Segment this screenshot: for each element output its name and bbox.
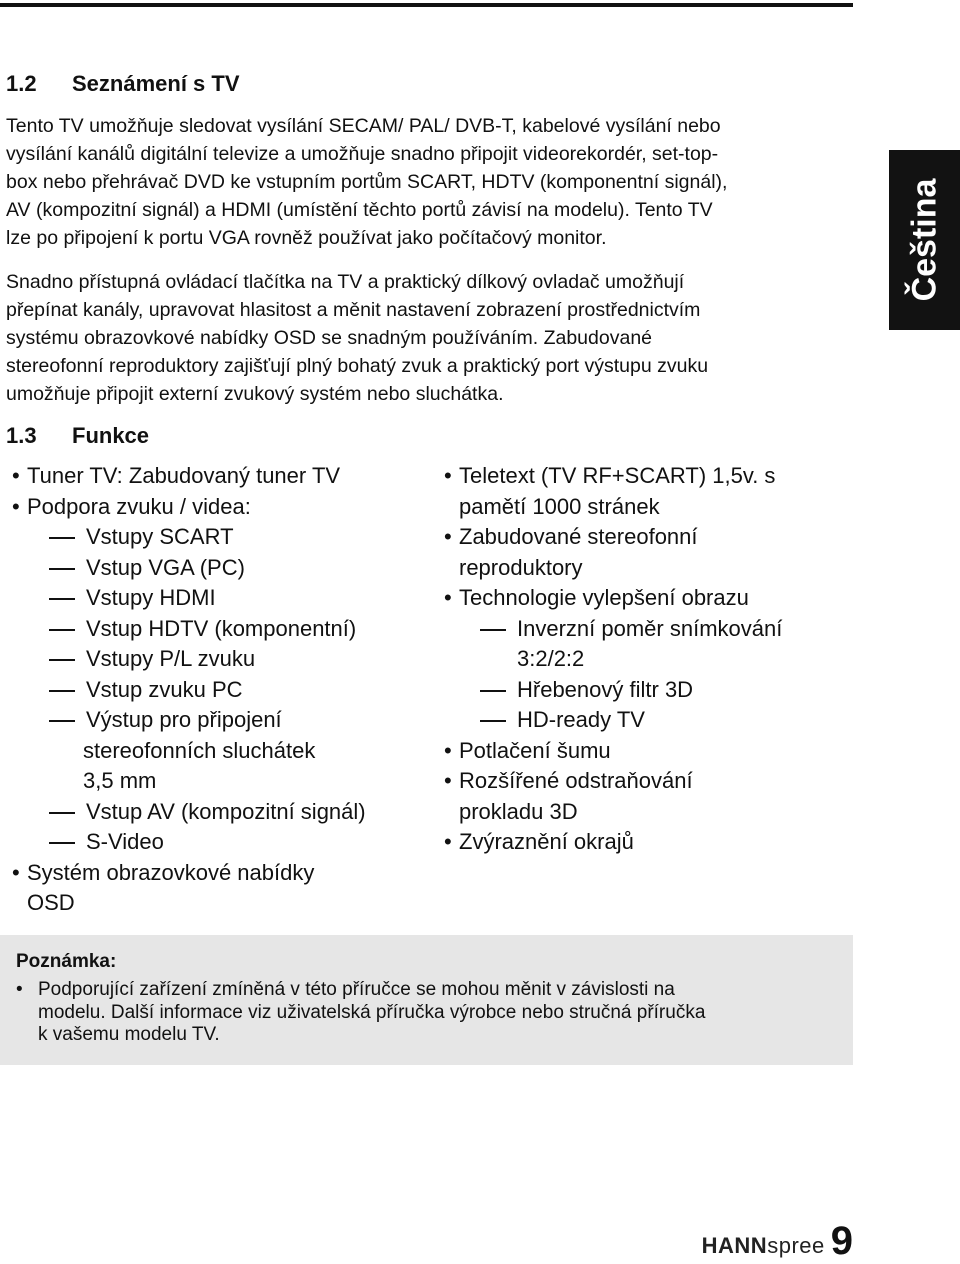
section-number: 1.3 [6,423,37,448]
feature-item: • Tuner TV: Zabudovaný tuner TV [12,461,432,492]
note-line: • Podporující zařízení zmíněná v této příručce se mohou měnit v závislosti na [16,979,846,1002]
paragraph-line: lze po připojení k portu VGA rovněž používat jako počítačový monitor. [6,227,607,249]
feature-item: • Podpora zvuku / videa: [12,492,432,523]
intro-paragraph-1 [6,112,846,252]
feature-subitem: 3,5 mm [83,768,157,793]
section-number: 1.2 [6,71,37,96]
language-tab [889,150,960,330]
intro-paragraph-2 [6,268,846,408]
brand-logo [702,1235,825,1261]
feature-item: • Zvýraznění okrajů [444,827,844,858]
note-box [0,935,853,1065]
brand-logo-light: spree [767,1233,825,1258]
feature-subitem: Inverzní poměr snímkování [444,614,844,645]
section-heading-intro [6,71,240,97]
language-tab-label: Čeština [905,178,943,302]
feature-subitem: Vstup VGA (PC) [12,553,432,584]
feature-subitem: Vstup zvuku PC [12,675,432,706]
feature-item: reproduktory [459,554,583,580]
feature-item: • Teletext (TV RF+SCART) 1,5v. s [444,461,844,492]
feature-subitem: stereofonních sluchátek [83,737,316,763]
note-title: Poznámka: [16,951,117,972]
features-list-right [444,461,844,858]
feature-subitem: Výstup pro připojení [12,705,432,736]
paragraph-line: box nebo přehrávač DVD ke vstupním portům SCART, HDTV (komponentní signál), [6,171,728,193]
feature-item: • Rozšířené odstraňování [444,766,844,797]
feature-item: • Technologie vylepšení obrazu [444,583,844,614]
feature-item: • Zabudované stereofonní [444,522,844,553]
paragraph-line: systému obrazovkové nabídky OSD se snadným používáním. Zabudované [6,327,653,349]
feature-subitem: Vstup HDTV (komponentní) [12,614,432,645]
feature-item: pamětí 1000 stránek [459,493,660,519]
feature-subitem: 3:2/2:2 [517,646,585,671]
note-line: k vašemu modelu TV. [38,1024,220,1045]
paragraph-line: Snadno přístupná ovládací tlačítka na TV a praktický dílkový ovladač umožňují [6,271,685,293]
top-rule [0,3,853,7]
feature-subitem: Hřebenový filtr 3D [444,675,844,706]
feature-item: prokladu 3D [459,798,578,824]
brand-logo-bold: HANN [701,1233,768,1258]
paragraph-line: Tento TV umožňuje sledovat vysílání SECAM/ PAL/ DVB-T, kabelové vysílání nebo [6,115,721,137]
paragraph-line: vysílání kanálů digitální televize a umožňuje snadno připojit videorekordér, set-top- [6,143,719,165]
paragraph-line: stereofonní reproduktory zajišťují plný bohatý zvuk a praktický port výstupu zvuku [6,355,709,377]
page-number: 9 [830,1219,853,1263]
section-heading-features [6,423,149,449]
feature-subitem: Vstup AV (kompozitní signál) [12,797,432,828]
paragraph-line: umožňuje připojit externí zvukový systém nebo sluchátka. [6,383,504,405]
feature-subitem: Vstupy P/L zvuku [12,644,432,675]
feature-subitem: HD-ready TV [444,705,844,736]
feature-subitem: Vstupy HDMI [12,583,432,614]
section-title-text: Seznámení s TV [72,71,240,96]
features-list-left [12,461,432,919]
feature-subitem: Vstupy SCART [12,522,432,553]
note-body [16,979,846,1047]
note-line: modelu. Další informace viz uživatelská příručka výrobce nebo stručná příručka [38,1001,706,1023]
section-title-text: Funkce [72,423,150,448]
feature-item: OSD [27,890,75,915]
feature-item: • Systém obrazovkové nabídky [12,858,432,889]
paragraph-line: AV (kompozitní signál) a HDMI (umístění těchto portů závisí na modelu). Tento TV [6,199,713,221]
page-footer [702,1221,853,1261]
feature-subitem: S-Video [12,827,432,858]
feature-item: • Potlačení šumu [444,736,844,767]
paragraph-line: přepínat kanály, upravovat hlasitost a měnit nastavení zobrazení prostřednictvím [6,299,701,321]
